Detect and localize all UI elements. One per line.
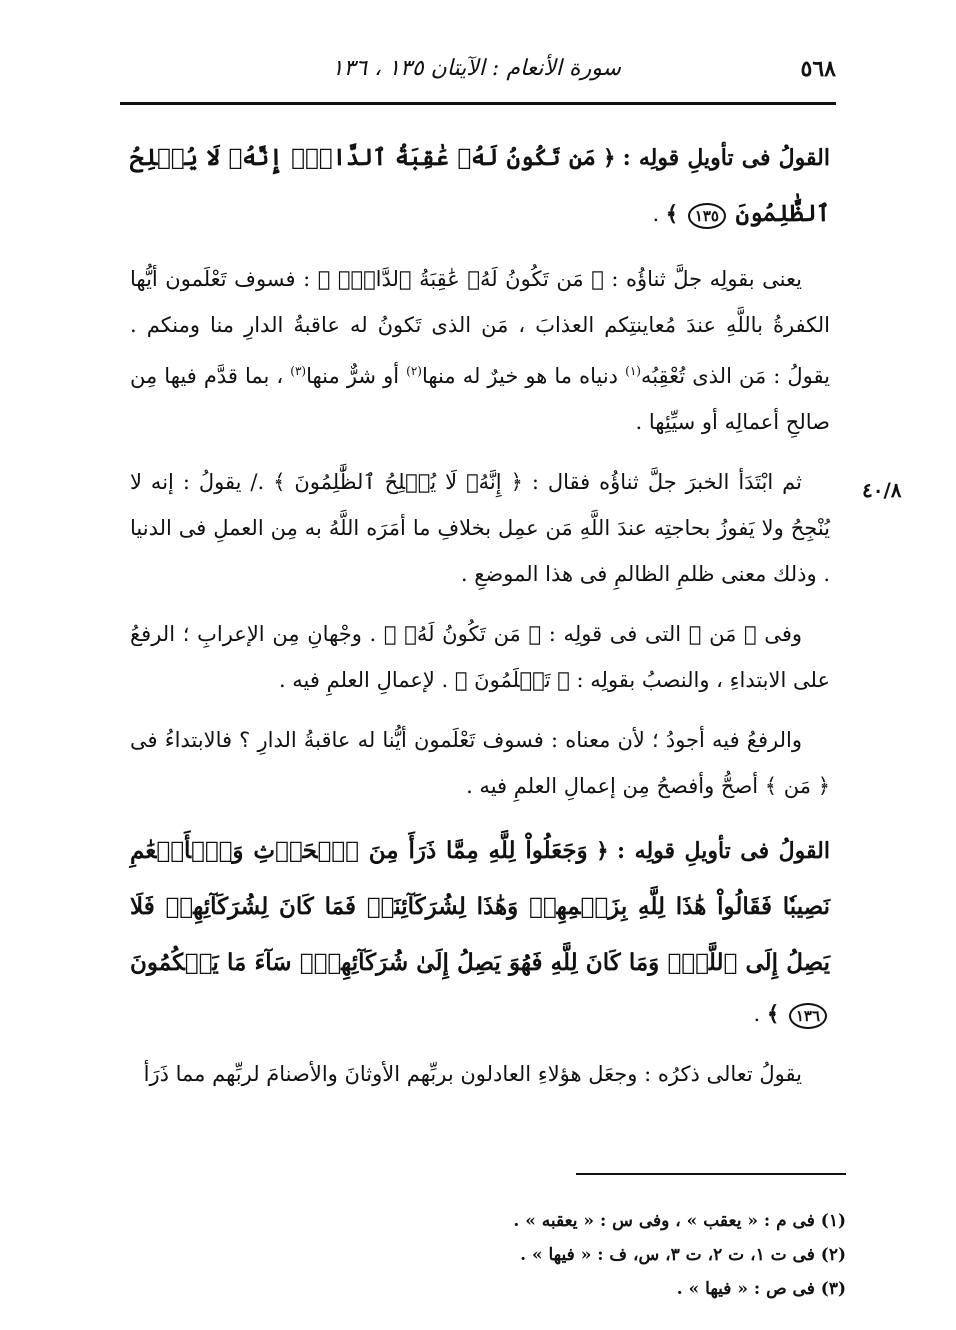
quran-verse: وَجَعَلُواْ لِلَّهِ مِمَّا ذَرَأَ مِنَ ٱلۡحَرۡثِ وَٱلۡأَنۡعَٰمِ نَصِيبٗا فَقَالُواْ هَٰذَا لِلَّهِ بِزَعۡمِهِمۡ وَهَٰذَا لِشُرَكَآئِنَاۖ فَمَا كَانَ لِشُرَكَآئِهِمۡ فَلَا يَصِلُ إِلَى ٱللَّهِۖ وَمَا كَانَ لِلَّهِ فَهُوَ يَصِلُ إِلَىٰ شُرَكَآئِهِمۡۗ سَآءَ مَا يَحۡكُمُونَ [130,837,830,976]
close-bracket: ﴾ [766,1001,780,1026]
commentary-paragraph: والرفعُ فيه أجودُ ؛ لأن معناه : فسوف تَعْلَمون أيُّنا له عاقبةُ الدارِ ؟ فالابتداءُ فى ﴿ مَن ﴾ أصحُّ وأفصحُ مِن إعمالِ العلمِ فيه . [130,728,830,798]
open-bracket: ﴿ [596,838,609,863]
running-title: سورة الأنعام : الآيتان ١٣٥ ، ١٣٦ [331,56,621,81]
commentary-paragraph: ثم ابْتَدَأ الخبرَ جلَّ ثناؤُه فقال : ﴿ إِنَّهُۥ لَا يُفۡلِحُ ٱلظَّٰلِمُونَ ﴾ ./ يقولُ : إنه لا يُنْجِحُ ولا يَفوزُ بحاجتِه عندَ اللَّهِ مَن عمِل بخلافِ ما أمَرَه اللَّهُ به مِن العملِ فى الدنيا . وذلك معنى ظلمِ الظالمِ فى هذا الموضعِ . [130,470,830,586]
commentary-paragraph [130,256,830,445]
commentary-text: دنياه ما هو خيرٌ له منها [421,364,619,388]
main-text [130,130,830,1111]
section-label: القولُ فى تأويلِ قولِه : [617,838,830,864]
commentary-paragraph: وفى ﴿ مَن ﴾ التى فى قولِه : ﴿ مَن تَكُونُ لَهُۥ ﴾ . وجْهانِ مِن الإعرابِ ؛ الرفعُ على الابتداءِ ، والنصبُ بقولِه : ﴿ تَعۡلَمُونَ ﴾ . لإعمالِ العلمِ فيه . [130,622,830,692]
section-heading-verse-135: القولُ فى تأويلِ قولِه : ﴿ مَن تَكُونُ لَهُۥ عَٰقِبَةُ ٱلدَّارِۗ إِنَّهُۥ لَا يُفۡلِحُ ٱلظَّٰلِمُونَ ١٣٥ ﴾ . [130,144,830,227]
close-bracket: ﴾ [665,201,679,226]
header-rule [120,102,836,105]
commentary-paragraph: يقولُ تعالى ذكرُه : وجعَل هؤلاءِ العادلون بربِّهم الأوثانَ والأصنامَ لربِّهم مما ذَرَأ [143,1062,802,1086]
open-bracket: ﴿ [603,145,616,170]
section-label: القولُ فى تأويلِ قولِه : [622,145,830,171]
page-header [120,50,836,96]
footnote-ref-2: (٢) [406,364,422,378]
ayah-number-mark: ١٣٦ [789,1003,827,1029]
footnotes [130,1204,846,1306]
commentary-text: يعنى بقولِه جلَّ ثناؤُه : ﴿ مَن تَكُونُ لَهُۥ عَٰقِبَةُ ٱلدَّارِۗ ﴾ : فسوف تَعْلَمون أيُّها الكفرةُ باللَّهِ عندَ مُعاينتِكم العذابَ ، مَن الذى تَكونُ له عاقبةُ الدارِ منا ومنكم . يقولُ : مَن الذى تُعْقِبُه [130,267,830,388]
footnote-ref-1: (١) [625,364,641,378]
footnote: (١) فى م : « يعقب » ، وفى س : « يعقبه » . [513,1211,846,1231]
quran-verse: مَن تَكُونُ لَهُۥ عَٰقِبَةُ ٱلدَّارِۗ إِنَّهُۥ لَا يُفۡلِحُ ٱلظَّٰلِمُونَ [130,144,830,227]
footnote: (٢) فى ت ١، ت ٢، ت ٣، س، ف : « فيها » . [520,1245,846,1265]
footnote-ref-3: (٣) [290,364,307,378]
page-number: ٥٦٨ [800,56,836,82]
footnote-rule [576,1173,846,1175]
footnote: (٣) فى ص : « فيها » . [676,1279,846,1299]
ayah-number-mark: ١٣٥ [688,203,726,229]
commentary-text: أو شرٌّ منها [306,364,400,388]
margin-volume-page-reference: ٤٠/٨ [862,478,902,502]
commentary-text: ، بما قدَّم فيها مِن صالحِ أعمالِه أو سيِّئِها . [130,364,830,434]
section-heading-verse-136: القولُ فى تأويلِ قولِه : ﴿ وَجَعَلُواْ لِلَّهِ مِمَّا ذَرَأَ مِنَ ٱلۡحَرۡثِ وَٱلۡأَنۡعَٰمِ نَصِيبٗا فَقَالُواْ هَٰذَا لِلَّهِ بِزَعۡمِهِمۡ وَهَٰذَا لِشُرَكَآئِنَاۖ فَمَا كَانَ لِشُرَكَآئِهِمۡ فَلَا يَصِلُ إِلَى ٱللَّهِۖ وَمَا كَانَ لِلَّهِ فَهُوَ يَصِلُ إِلَىٰ شُرَكَآئِهِمۡۗ سَآءَ مَا يَحۡكُمُونَ ١٣٦ ﴾ . [130,823,830,1037]
